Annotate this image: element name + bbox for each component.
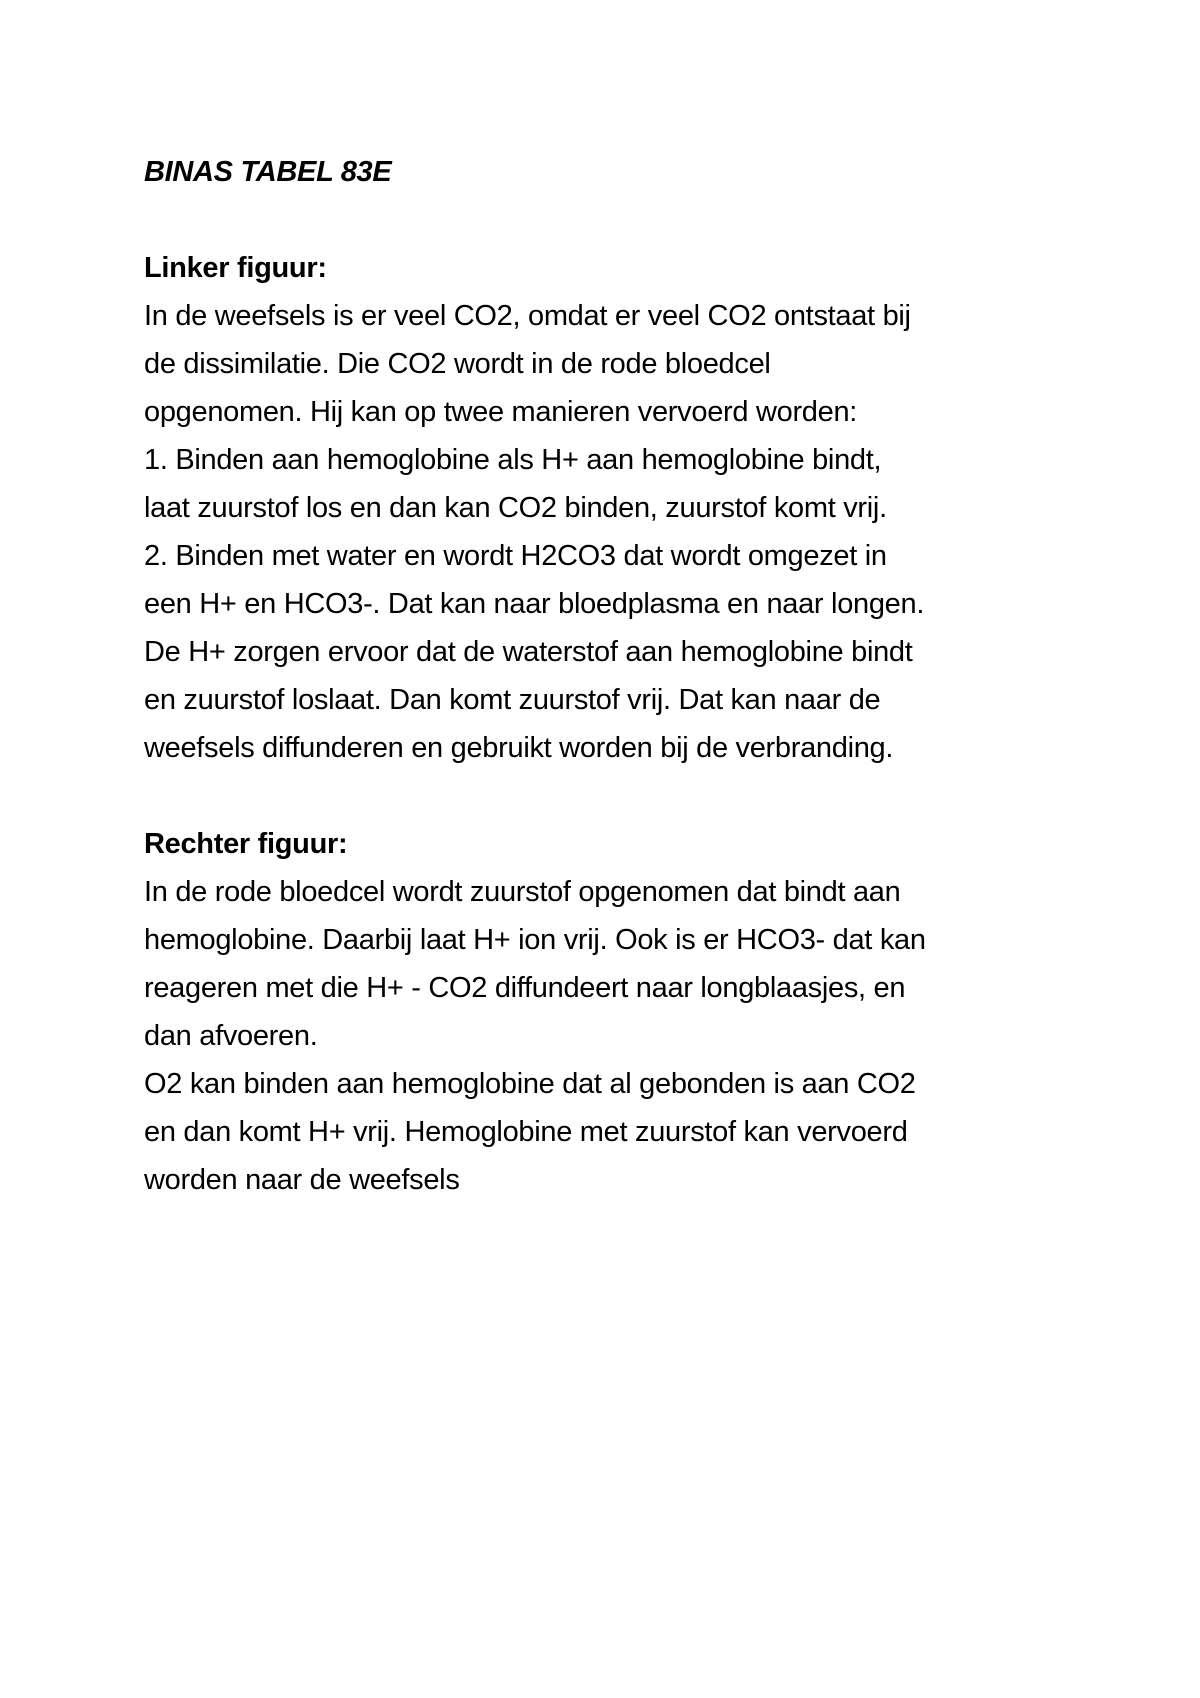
text-line: In de rode bloedcel wordt zuurstof opgenomen dat bindt aan [144,876,901,908]
text-line: 2. Binden met water en wordt H2CO3 dat wordt omgezet in [144,540,887,572]
paragraph-spacer [144,772,1084,820]
text-line: hemoglobine. Daarbij laat H+ ion vrij. Ook is er HCO3- dat kan [144,924,926,956]
text-line: laat zuurstof los en dan kan CO2 binden, zuurstof komt vrij. [144,492,887,524]
text-line: en dan komt H+ vrij. Hemoglobine met zuurstof kan vervoerd [144,1116,908,1148]
text-line: In de weefsels is er veel CO2, omdat er veel CO2 ontstaat bij [144,300,911,332]
document-body [144,148,1084,1204]
text-line: reageren met die H+ - CO2 diffundeert naar longblaasjes, en [144,972,906,1004]
text-line: een H+ en HCO3-. Dat kan naar bloedplasma en naar longen. [144,588,925,620]
text-line: worden naar de weefsels [144,1164,460,1196]
text-line: dan afvoeren. [144,1020,318,1052]
text-line: De H+ zorgen ervoor dat de waterstof aan hemoglobine bindt [144,636,913,668]
document-title: BINAS TABEL 83E [144,156,392,188]
text-line: O2 kan binden aan hemoglobine dat al gebonden is aan CO2 [144,1068,916,1100]
section-heading: Linker figuur: [144,252,327,284]
section-heading: Rechter figuur: [144,828,348,860]
text-line: opgenomen. Hij kan op twee manieren vervoerd worden: [144,396,858,428]
text-line: de dissimilatie. Die CO2 wordt in de rode bloedcel [144,348,771,380]
text-line: 1. Binden aan hemoglobine als H+ aan hemoglobine bindt, [144,444,882,476]
text-line: en zuurstof loslaat. Dan komt zuurstof vrij. Dat kan naar de [144,684,881,716]
text-line: weefsels diffunderen en gebruikt worden bij de verbranding. [144,732,894,764]
section-linker-figuur [144,244,1084,772]
paragraph-spacer [144,196,1084,244]
section-rechter-figuur [144,820,1084,1204]
